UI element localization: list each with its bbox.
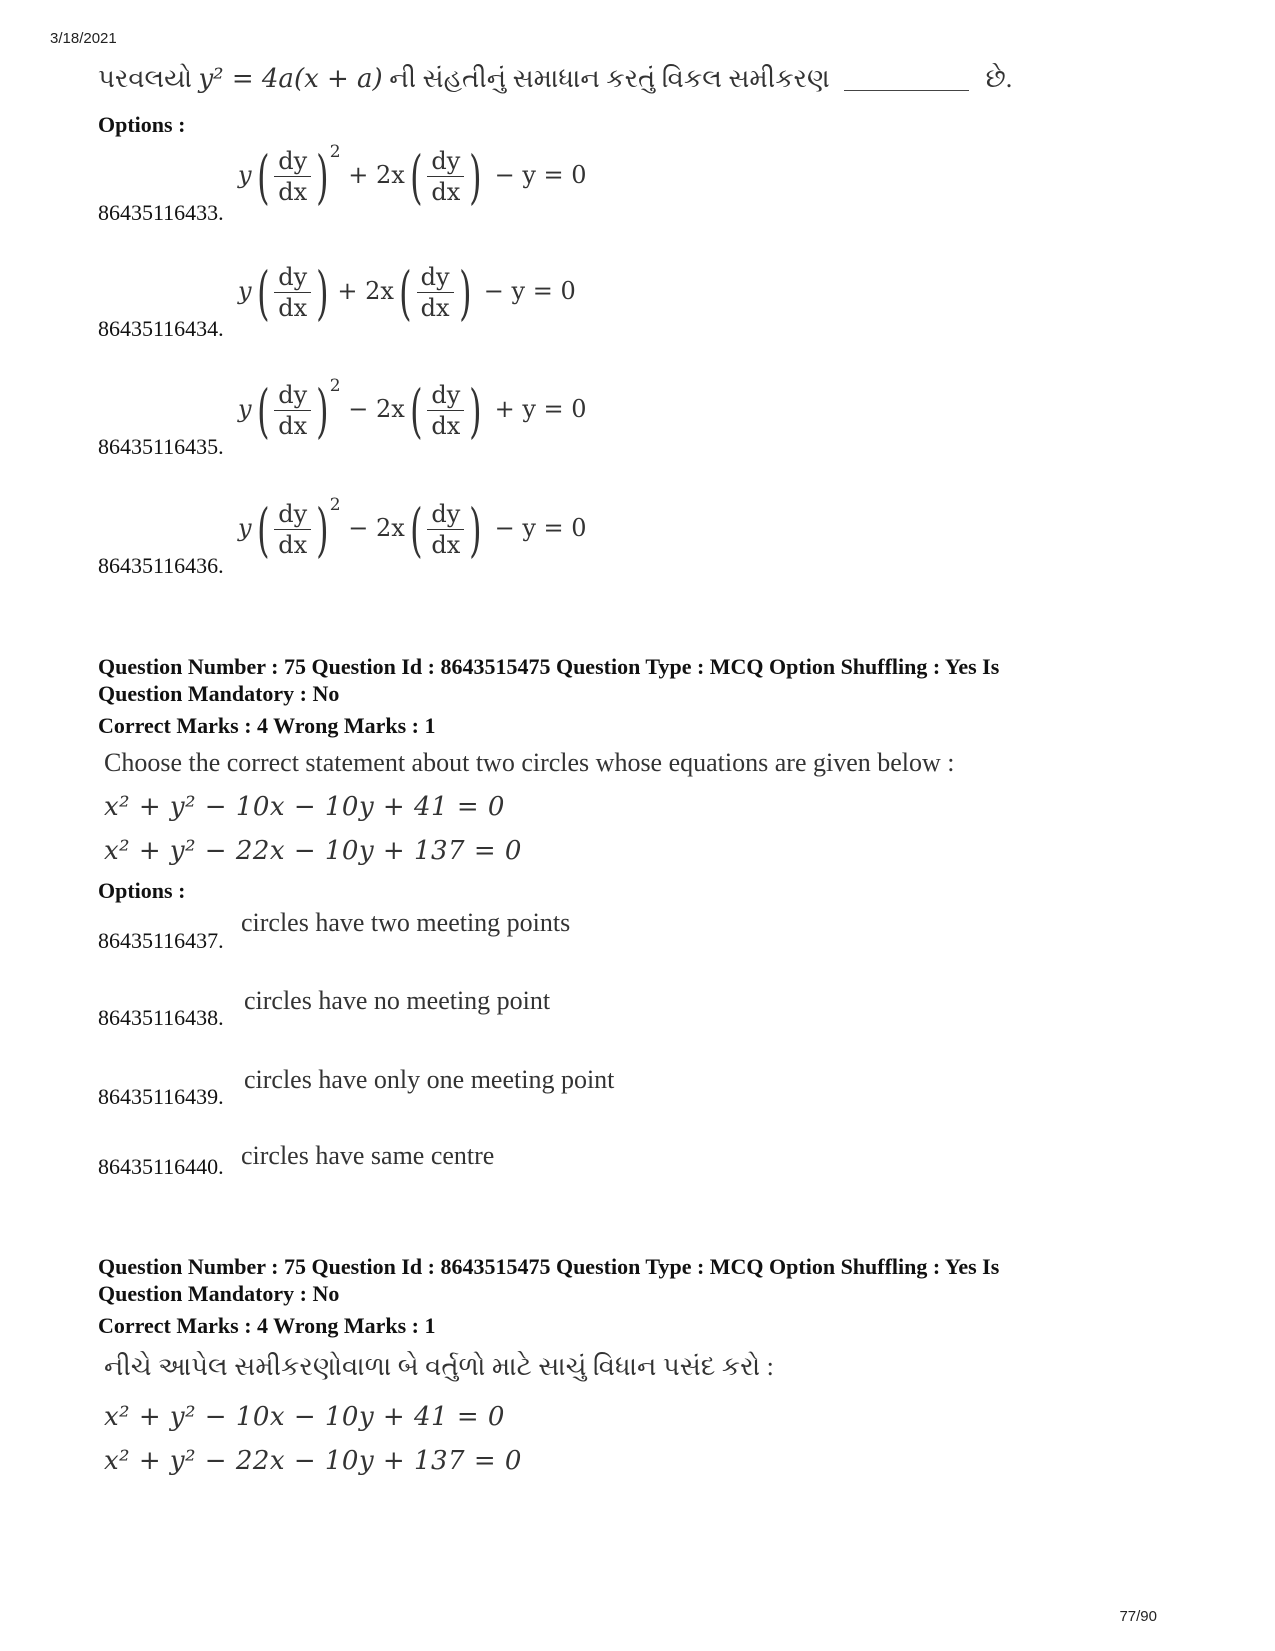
q74-text-middle: ની સંહતીનું સમાધાન કરતું વિકલ સમીકરણ bbox=[389, 64, 830, 93]
option-id: 86435116439. bbox=[98, 1084, 224, 1109]
derivative-fraction: $\frac{dy}{dx}$ bbox=[427, 146, 464, 207]
q75-gu-meta-line1: Question Number : 75 Question Id : 8643515475 Question Type : MCQ Option Shuffling : Yes Is bbox=[98, 1254, 1000, 1279]
q74-text-prefix: પરવલયો bbox=[98, 64, 192, 93]
power: 2 bbox=[329, 142, 341, 162]
option-id: 86435116436. bbox=[98, 553, 224, 578]
derivative-fraction: $\frac{dy}{dx}$ bbox=[274, 262, 311, 323]
eq-tail: − y = 0 bbox=[494, 161, 587, 189]
eq-term: + 2x bbox=[337, 277, 394, 305]
option-equation: y( $\frac{dy}{dx}$ ) + 2x( $\frac{dy}{dx}$ ) − y = 0 bbox=[238, 258, 576, 327]
q75-en-question-text: Choose the correct statement about two circles whose equations are given below : bbox=[104, 748, 955, 777]
derivative-fraction: $\frac{dy}{dx}$ bbox=[417, 262, 454, 323]
option-id: 86435116440. bbox=[98, 1154, 224, 1179]
option-id: 86435116435. bbox=[98, 434, 224, 459]
q75-gu-question-text: નીચે આપેલ સમીકરણોવાળા બે વર્તુળો માટે સાચું વિધાન પસંદ કરો : bbox=[104, 1352, 774, 1381]
q74-text-suffix: છે. bbox=[985, 64, 1013, 93]
q75-gu-equation-2: x² + y² − 22x − 10y + 137 = 0 bbox=[104, 1446, 522, 1476]
q74-equation: y² = 4a(x + a) bbox=[198, 64, 383, 94]
derivative-fraction: $\frac{dy}{dx}$ bbox=[274, 380, 311, 441]
answer-blank bbox=[844, 90, 969, 91]
option-id: 86435116438. bbox=[98, 1005, 224, 1030]
option-text: circles have same centre bbox=[241, 1141, 495, 1170]
q75-gu-meta-line2: Question Mandatory : No bbox=[98, 1281, 340, 1306]
eq-term: − 2x bbox=[348, 514, 405, 542]
q75-en-options-label: Options : bbox=[98, 878, 186, 903]
eq-y: y bbox=[238, 277, 252, 305]
q75-en-meta-line1: Question Number : 75 Question Id : 8643515475 Question Type : MCQ Option Shuffling : Yes Is bbox=[98, 654, 1000, 679]
q75-en-equation-2: x² + y² − 22x − 10y + 137 = 0 bbox=[104, 836, 522, 866]
q75-gu-equation-1: x² + y² − 10x − 10y + 41 = 0 bbox=[104, 1402, 505, 1432]
option-id: 86435116433. bbox=[98, 200, 224, 225]
q74-question-text bbox=[98, 64, 1012, 95]
eq-tail: − y = 0 bbox=[483, 277, 576, 305]
eq-y: y bbox=[238, 161, 252, 189]
option-text: circles have only one meeting point bbox=[244, 1065, 615, 1094]
option-equation: y( $\frac{dy}{dx}$ )$^2$ + 2x( $\frac{dy}{dx}$ ) − y = 0 bbox=[238, 142, 587, 211]
q75-gu-marks: Correct Marks : 4 Wrong Marks : 1 bbox=[98, 1313, 436, 1338]
power: 2 bbox=[329, 376, 341, 396]
q74-options-label: Options : bbox=[98, 112, 186, 137]
power: 2 bbox=[329, 495, 341, 515]
eq-tail: + y = 0 bbox=[494, 395, 587, 423]
derivative-fraction: $\frac{dy}{dx}$ bbox=[427, 380, 464, 441]
q75-en-meta-line2: Question Mandatory : No bbox=[98, 681, 340, 706]
option-id: 86435116437. bbox=[98, 928, 224, 953]
eq-term: + 2x bbox=[348, 161, 405, 189]
option-equation: y( $\frac{dy}{dx}$ )$^2$ − 2x( $\frac{dy}{dx}$ ) + y = 0 bbox=[238, 376, 587, 445]
eq-y: y bbox=[238, 514, 252, 542]
option-text: circles have two meeting points bbox=[241, 908, 571, 937]
eq-y: y bbox=[238, 395, 252, 423]
eq-tail: − y = 0 bbox=[494, 514, 587, 542]
option-equation: y( $\frac{dy}{dx}$ )$^2$ − 2x( $\frac{dy}{dx}$ ) − y = 0 bbox=[238, 495, 587, 564]
derivative-fraction: $\frac{dy}{dx}$ bbox=[427, 499, 464, 560]
page-number: 77/90 bbox=[1119, 1608, 1157, 1625]
q75-en-marks: Correct Marks : 4 Wrong Marks : 1 bbox=[98, 713, 436, 738]
derivative-fraction: $\frac{dy}{dx}$ bbox=[274, 499, 311, 560]
option-id: 86435116434. bbox=[98, 316, 224, 341]
q75-en-equation-1: x² + y² − 10x − 10y + 41 = 0 bbox=[104, 792, 505, 822]
print-date: 3/18/2021 bbox=[50, 30, 117, 47]
derivative-fraction: $\frac{dy}{dx}$ bbox=[274, 146, 311, 207]
eq-term: − 2x bbox=[348, 395, 405, 423]
option-text: circles have no meeting point bbox=[244, 986, 551, 1015]
